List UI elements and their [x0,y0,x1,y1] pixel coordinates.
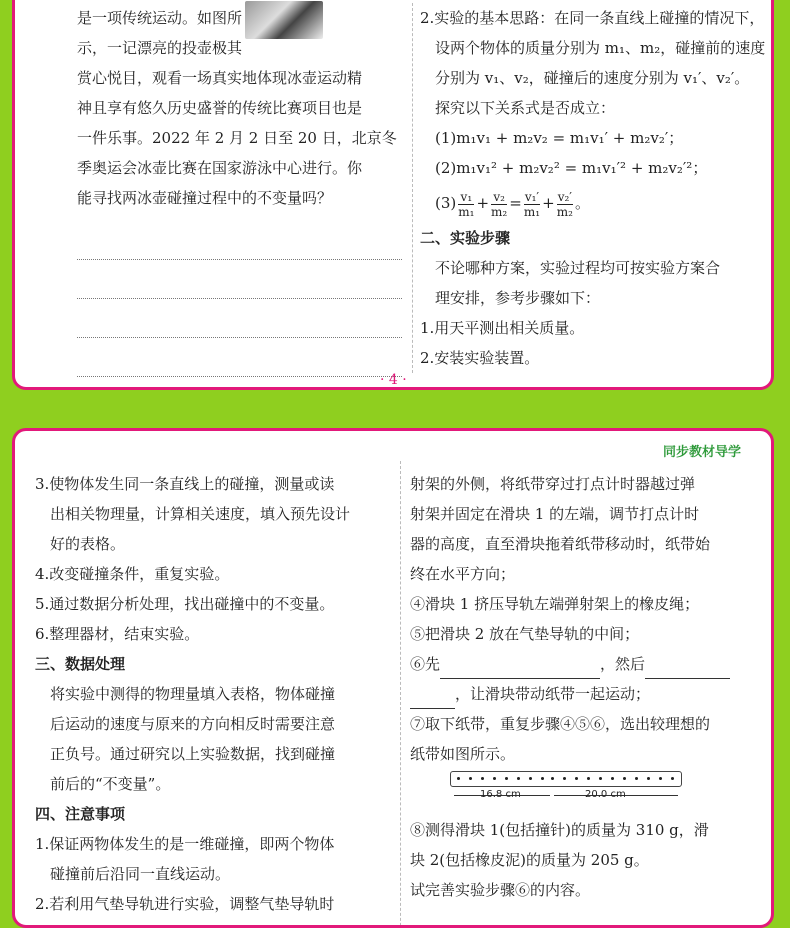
data-text: 正负号。通过研究以上实验数据，找到碰撞 [50,745,336,763]
procedure-line: 纸带如图所示。 [410,745,516,763]
idea-line: 设两个物体的质量分别为 m₁、m₂，碰撞前的速度 [435,39,766,57]
data-text: 将实验中测得的物理量填入表格，物体碰撞 [50,685,336,703]
data-text: 前后的“不变量”。 [50,775,171,793]
tape-dot [599,777,602,780]
step-item: 4.改变碰撞条件，重复实验。 [35,565,230,583]
tape-dot [575,777,578,780]
tape-dot [647,777,650,780]
tape-dot [481,777,484,780]
tape-dot [587,777,590,780]
tape-dot [493,777,496,780]
equation-3: (3) $\frac{\text{v₁}}{\text{m₁}}$ + $\frac{\text{v₂}}{\text{m₂}}$ = $\frac{\text{v₁′}}{\text{m₁}}$ + $\frac{\text{v₂′}}{\text{m₂}}$ 。 [435,189,591,219]
tape-dot [659,777,662,780]
step-item: 3.使物体发生同一条直线上的碰撞，测量或读 [35,475,335,493]
tape-dot [671,777,674,780]
tape-dot [517,777,520,780]
tape-dot [635,777,638,780]
intro-line: 赏心悦目，观看一场真实地体现冰壶运动精 [77,69,363,87]
intro-line: 一件乐事。2022 年 2 月 2 日至 20 日，北京冬 [77,129,397,147]
section-tag: 同步教材导学 [662,445,741,460]
procedure-line: 射架的外侧，将纸带穿过打点计时器越过弹 [410,475,696,493]
tape-label: 16.8 cm [480,789,521,800]
section-heading: 二、实验步骤 [420,229,511,247]
procedure-line: 器的高度，直至滑块拖着纸带移动时，纸带始 [410,535,711,553]
section-heading: 三、数据处理 [35,655,126,673]
tape-dot [529,777,532,780]
fraction: $\frac{\text{v₂′}}{\text{m₂}}$ [556,189,573,219]
fill-in-line: ⑥先 ，然后 [410,649,755,679]
procedure-line: 块 2(包括橡皮泥)的质量为 205 g。 [410,851,649,869]
data-text: 后运动的速度与原来的方向相反时需要注意 [50,715,336,733]
blank-field[interactable] [645,660,730,679]
tape-dot [623,777,626,780]
step-item: 6.整理器材，结束实验。 [35,625,200,643]
section-heading: 四、注意事项 [35,805,126,823]
procedure-continued [410,469,755,905]
equation-2: (2)m₁v₁² + m₂v₂² = m₁v₁′² + m₂v₂′²； [435,159,708,177]
blank-field[interactable] [410,690,455,709]
note-item: 1.保证两物体发生的是一维碰撞，即两个物体 [35,835,335,853]
procedure-line: ④滑块 1 挤压导轨左端弹射架上的橡皮绳； [410,595,700,613]
blank-field[interactable] [440,660,600,679]
note-item: 碰撞前后沿同一直线运动。 [50,865,231,883]
procedure-line: ⑤把滑块 2 放在气垫导轨的中间； [410,625,640,643]
fraction: $\frac{\text{v₁}}{\text{m₁}}$ [458,189,475,219]
step-item: 2.安装实验装置。 [420,349,540,367]
fill-in-line: ，让滑块带动纸带一起运动； [410,679,755,709]
answer-line [77,309,402,338]
equation-1: (1)m₁v₁ + m₂v₂ = m₁v₁′ + m₂v₂′； [435,129,684,147]
steps-and-notes [35,469,395,919]
procedure-line: ⑧测得滑块 1(包括撞针)的质量为 310 g，滑 [410,821,709,839]
idea-line: 2.实验的基本思路：在同一条直线上碰撞的情况下， [420,9,765,27]
idea-line: 探究以下关系式是否成立： [435,99,616,117]
intro-line: 能寻找两冰壶碰撞过程中的不变量吗？ [77,189,333,207]
idea-line: 分别为 v₁、v₂，碰撞后的速度分别为 v₁′、v₂′。 [435,69,750,87]
tape-dot [505,777,508,780]
intro-passage [77,3,407,387]
intro-line: 神且享有悠久历史盛誉的传统比赛项目也是 [77,99,363,117]
page-number: · 4 · [380,372,407,388]
step-item: 出相关物理量，计算相关速度，填入预先设计 [50,505,351,523]
tape-dot [563,777,566,780]
top-page-card [12,0,774,390]
paper-tape [450,771,682,787]
intro-line: 示，一记漂亮的投壶极其 [77,39,243,57]
answer-line [77,348,402,377]
fraction: $\frac{\text{v₁′}}{\text{m₁}}$ [523,189,541,219]
column-divider [400,461,401,928]
tape-dot [611,777,614,780]
column-divider [412,3,413,373]
paper-tape-figure [450,771,685,811]
curling-photo [245,1,323,39]
procedure-line: 终在水平方向； [410,565,516,583]
step-item: 1.用天平测出相关质量。 [420,319,585,337]
answer-line [77,270,402,299]
experiment-idea [420,3,770,373]
procedure-line: ⑦取下纸带，重复步骤④⑤⑥，选出较理想的 [410,715,711,733]
tape-label: 20.0 cm [585,789,626,800]
step-item: 好的表格。 [50,535,126,553]
step-intro: 不论哪种方案，实验过程均可按实验方案合 [435,259,721,277]
note-item: 2.若利用气垫导轨进行实验，调整气垫导轨时 [35,895,335,913]
tape-dot [457,777,460,780]
equation-3-prefix: (3) [435,194,457,212]
step-item: 5.通过数据分析处理，找出碰撞中的不变量。 [35,595,335,613]
bottom-page-card [12,428,774,928]
fraction: $\frac{\text{v₂}}{\text{m₂}}$ [491,189,508,219]
intro-line: 是一项传统运动。如图所 [77,9,243,27]
step-intro: 理安排，参考步骤如下： [435,289,601,307]
intro-line: 季奥运会冰壶比赛在国家游泳中心进行。你 [77,159,363,177]
answer-line [77,231,402,260]
tape-dot [551,777,554,780]
procedure-line: 试完善实验步骤⑥的内容。 [410,881,591,899]
tape-dot [541,777,544,780]
procedure-line: 射架并固定在滑块 1 的左端，调节打点计时 [410,505,700,523]
tape-dot [469,777,472,780]
